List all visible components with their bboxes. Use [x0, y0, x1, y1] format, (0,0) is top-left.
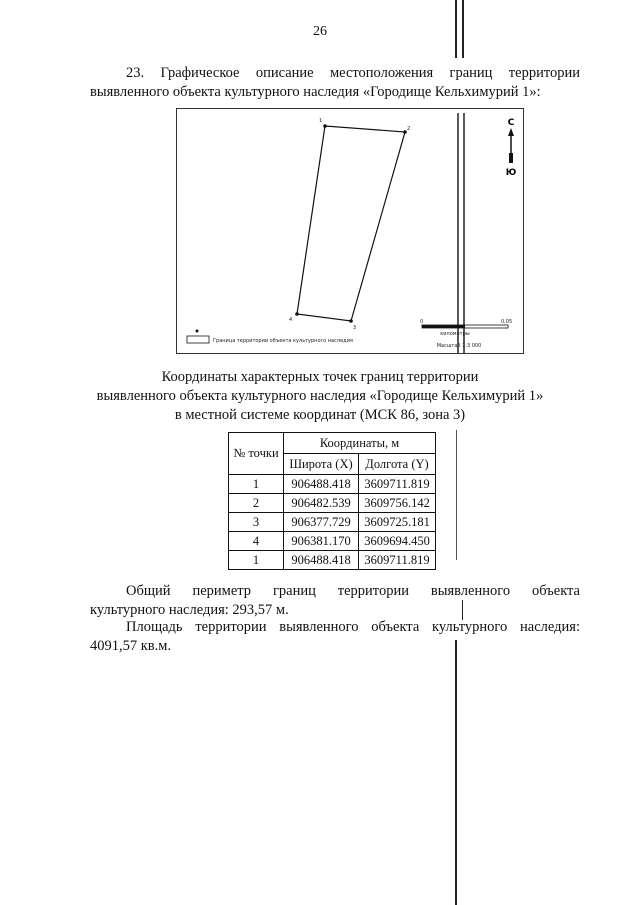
table-caption-line: Координаты характерных точек границ территории: [161, 369, 479, 385]
cell-longitude: 3609694.450: [359, 532, 436, 551]
header-point-number: № точки: [229, 433, 284, 475]
point-label: 3: [353, 325, 357, 331]
header-coordinates: Координаты, м: [284, 433, 436, 454]
perimeter-line: культурного наследия: 293,57 м.: [90, 602, 289, 618]
compass-south-label: Ю: [505, 168, 517, 178]
scale-unit-label: километры: [440, 331, 470, 337]
area-line: 4091,57 кв.м.: [90, 638, 172, 654]
table-row: [229, 532, 436, 551]
point-label: 4: [289, 317, 293, 323]
table-row: [229, 475, 436, 494]
header-longitude: Долгота (Y): [359, 454, 436, 475]
scale-ratio-label: Масштаб 1:3 000: [436, 343, 482, 349]
cell-point-number: 3: [229, 513, 284, 532]
table-caption-line: выявленного объекта культурного наследия «Городище Кельхимурий 1»: [96, 388, 544, 404]
cell-point-number: 2: [229, 494, 284, 513]
table-header-row: [229, 433, 436, 454]
legend-text: Граница территории объекта культурного наследия: [213, 338, 353, 344]
table-caption-line: в местной системе координат (МСК 86, зона 3): [174, 407, 466, 423]
table-row: [229, 494, 436, 513]
point-label: 2: [407, 126, 411, 132]
page-number: 26: [313, 24, 327, 39]
point-label: 1: [319, 118, 323, 124]
table-row: [229, 513, 436, 532]
cell-longitude: 3609711.819: [359, 475, 436, 494]
cell-longitude: 3609756.142: [359, 494, 436, 513]
scale-start-label: 0: [420, 319, 424, 325]
section-heading-line: выявленного объекта культурного наследия «Городище Кельхимурий 1»:: [90, 84, 541, 100]
compass-arrowhead-icon: [508, 128, 514, 136]
map-drawing: [177, 109, 523, 353]
scan-artifact-line: [456, 430, 457, 560]
cell-latitude: 906381.170: [284, 532, 359, 551]
cell-latitude: 906488.418: [284, 475, 359, 494]
boundary-map: [176, 108, 524, 354]
legend-point-icon: [196, 330, 199, 333]
header-latitude: Широта (X): [284, 454, 359, 475]
perimeter-line: Общий периметр границ территории выявленного объекта: [126, 583, 580, 599]
legend-swatch: [187, 336, 209, 343]
cell-point-number: 1: [229, 551, 284, 570]
boundary-point-3: [349, 319, 353, 323]
scale-bar-segment: [422, 325, 465, 328]
scale-end-label: 0,05: [501, 319, 513, 325]
coordinates-table: [228, 432, 436, 570]
cell-longitude: 3609711.819: [359, 551, 436, 570]
compass-north-label: С: [507, 118, 515, 128]
cell-latitude: 906377.729: [284, 513, 359, 532]
cell-latitude: 906488.418: [284, 551, 359, 570]
section-heading-line: 23. Графическое описание местоположения границ территории: [126, 65, 580, 81]
cell-point-number: 1: [229, 475, 284, 494]
boundary-point-1: [323, 124, 327, 128]
table-row: [229, 551, 436, 570]
compass-base: [509, 153, 513, 163]
cell-longitude: 3609725.181: [359, 513, 436, 532]
cell-point-number: 4: [229, 532, 284, 551]
area-line: Площадь территории выявленного объекта культурного наследия:: [126, 619, 580, 635]
boundary-point-4: [295, 312, 299, 316]
territory-boundary-polygon: [297, 126, 405, 321]
cell-latitude: 906482.539: [284, 494, 359, 513]
scan-artifact-line: [455, 640, 457, 905]
